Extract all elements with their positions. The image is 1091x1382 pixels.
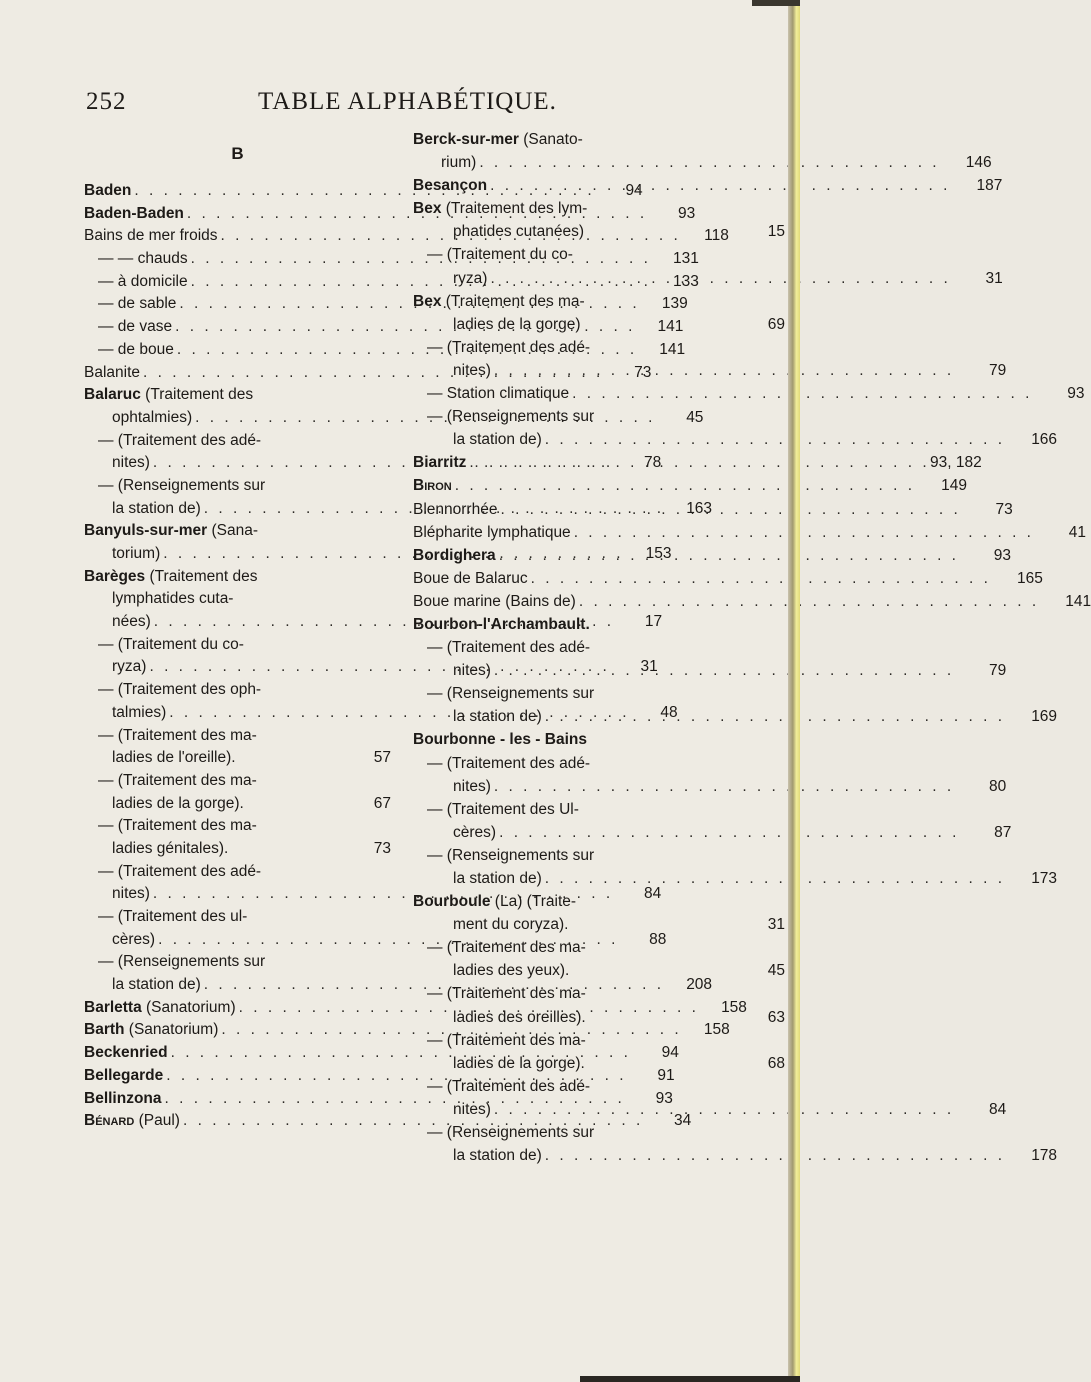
entry-text: Baden [84, 182, 132, 199]
entry-text: Bains de mer froids [84, 227, 218, 245]
leader-dots [542, 428, 1005, 451]
entry-text: la station de) [112, 976, 201, 994]
index-entry [413, 1006, 785, 1029]
index-entry [413, 359, 1007, 382]
entry-text: cères) [112, 930, 156, 948]
entry-text: Berck-sur-mer (Sanato- [413, 131, 583, 148]
index-entry [413, 243, 785, 266]
entry-text: Barth (Sanatorium) [84, 1021, 219, 1039]
entry-text: — (Traitement des ul- [98, 908, 248, 925]
entry-page-number: 166 [1031, 431, 1058, 449]
entry-page-number: 45 [767, 962, 785, 980]
index-entry [84, 588, 391, 611]
entry-text: ment du coryza). [453, 916, 569, 934]
entry-text: nites) [453, 361, 491, 379]
index-entry [413, 1052, 785, 1075]
entry-page-number: 93 [677, 204, 696, 222]
index-entry [413, 405, 785, 428]
entry-page-number: 163 [686, 499, 713, 517]
entry-text: — de sable [98, 295, 177, 313]
entry-page-number: 31 [985, 269, 1003, 287]
entry-page-number: 146 [965, 154, 992, 172]
index-entry [413, 890, 785, 913]
index-entry [413, 313, 785, 336]
entry-text: ladies de la gorge) [453, 315, 581, 333]
entry-text: Boue marine (Bains de) [413, 592, 576, 610]
entry-text: — de vase [98, 318, 173, 336]
entry-text: Bordighera [413, 546, 496, 564]
entry-text: — (Traitement des adé- [98, 431, 262, 449]
entry-page-number: 158 [703, 1021, 730, 1039]
entry-text: la station de) [453, 1147, 542, 1165]
entry-text: — (Traitement des oph- [98, 681, 262, 699]
index-entry [84, 861, 391, 884]
entry-page-number: 153 [645, 545, 672, 562]
entry-page-number: 178 [1031, 1147, 1058, 1165]
entry-text: ladies de l'oreille). [112, 749, 236, 767]
entry-text: nites) [453, 662, 491, 680]
entry-text: Banyuls-sur-mer (Sana- [84, 522, 259, 540]
entry-text: nites) [453, 1100, 491, 1118]
entry-text: talmies) [112, 703, 167, 721]
entry-page-number: 169 [1031, 708, 1058, 726]
entry-page-number: 141 [1065, 592, 1091, 610]
entry-text: Bourboule (La) (Traite- [413, 893, 577, 911]
leader-dots [542, 867, 1005, 890]
index-entry [413, 659, 1007, 682]
entry-page-number: 68 [767, 1054, 785, 1072]
entry-page-number: 84 [643, 885, 662, 903]
leader-dots [497, 498, 960, 521]
index-entry [413, 1098, 1007, 1121]
entry-text: ladies de la gorge). [453, 1054, 585, 1072]
entry-text: — (Traitement des adé- [98, 862, 262, 880]
index-entry [413, 290, 785, 313]
leader-dots [487, 267, 950, 290]
entry-text: Blennorrhée [413, 500, 498, 518]
entry-text: — (Traitement des ma- [98, 771, 257, 789]
entry-text: nées) [112, 613, 151, 631]
entry-page-number: 34 [674, 1112, 692, 1130]
index-entry [413, 867, 1058, 890]
index-entry [413, 936, 785, 959]
entry-text: Besançon [413, 177, 488, 195]
entry-text: la station de) [453, 431, 542, 449]
page-number: 252 [86, 88, 127, 115]
entry-page-number: 131 [673, 250, 699, 268]
page-header [86, 88, 726, 118]
leader-dots [571, 521, 1034, 544]
leader-dots [491, 1098, 954, 1121]
entry-page-number: 93 [655, 1089, 673, 1107]
entry-page-number: 31 [767, 916, 785, 934]
index-entry [84, 725, 391, 748]
entry-page-number: 73 [634, 363, 652, 381]
entry-text: Bex (Traitement des lym- [413, 200, 588, 218]
entry-text: ladies des yeux). [453, 962, 570, 980]
entry-page-number: 67 [373, 794, 391, 812]
entry-text: Beckenried [84, 1044, 168, 1062]
entry-page-number: 80 [988, 777, 1007, 795]
leader-dots [466, 451, 929, 474]
entry-text: Bénard (Paul) [84, 1112, 180, 1130]
index-entry [84, 634, 391, 657]
index-entry [413, 821, 1012, 844]
entry-text: ryza) [453, 269, 488, 287]
entry-text: ophtalmies) [112, 408, 193, 426]
index-entry [413, 567, 1043, 590]
entry-page-number: 141 [657, 318, 684, 336]
index-entry [413, 1075, 785, 1098]
index-entry [413, 613, 785, 636]
entry-page-number: 93 [993, 546, 1011, 564]
leader-dots [452, 474, 915, 497]
index-entry [413, 336, 785, 359]
entry-text: — (Traitement des adé- [427, 338, 591, 356]
entry-text: — (Traitement des adé- [427, 639, 591, 657]
index-entry [413, 982, 785, 1005]
entry-page-number: 93 [1067, 385, 1085, 403]
index-entry [413, 128, 785, 151]
entry-text: nites) [453, 777, 491, 795]
index-entry [413, 220, 785, 243]
entry-page-number: 31 [640, 658, 658, 676]
book-binding-edge [788, 0, 800, 1382]
index-entry [413, 636, 785, 659]
entry-page-number: 69 [767, 315, 785, 333]
entry-text: Bex (Traitement des ma- [413, 292, 585, 310]
section-letter: B [231, 144, 244, 163]
entry-page-number: 17 [644, 613, 663, 631]
entry-page-number: 15 [767, 223, 785, 241]
index-entry [84, 475, 391, 498]
index-entry [413, 544, 1011, 567]
entry-text: — (Renseignements sur [427, 685, 595, 703]
entry-text: Barèges (Traitement des [84, 567, 258, 585]
entry-text: — (Renseignements sur [98, 953, 266, 971]
index-entry [413, 1144, 1058, 1167]
entry-text: Bellinzona [84, 1089, 162, 1107]
index-entry [413, 197, 785, 220]
leader-dots [491, 359, 954, 382]
entry-text: ladies de la gorge). [112, 794, 244, 812]
entry-text: la station de) [453, 708, 542, 726]
entry-text: la station de) [112, 499, 201, 517]
index-entry [413, 705, 1058, 728]
index-entry [413, 798, 785, 821]
leader-dots [542, 1144, 1005, 1167]
index-entries-right [413, 128, 1091, 1167]
index-entry [84, 815, 391, 838]
index-entry [84, 838, 391, 861]
leader-dots [528, 567, 991, 590]
entry-page-number: 208 [686, 976, 713, 994]
entry-text: Blépharite lymphatique [413, 523, 571, 541]
entry-page-number: 91 [657, 1066, 675, 1084]
entry-text: — (Traitement des ma- [98, 726, 257, 744]
leader-dots [487, 174, 950, 197]
index-entry [84, 793, 391, 816]
index-column-right [413, 128, 1091, 1167]
index-entry [84, 520, 391, 543]
index-entry [413, 428, 1058, 451]
entry-text: lymphatides cuta- [112, 590, 234, 608]
entry-text: — (Traitement des ma- [427, 985, 586, 1003]
index-entry [413, 728, 785, 751]
entry-text: — de boue [98, 340, 174, 358]
entry-text: ryza) [112, 658, 147, 676]
entry-text: — — chauds [98, 250, 188, 268]
entry-page-number: 73 [373, 839, 391, 857]
index-entry [84, 770, 391, 793]
index-entry [413, 521, 1086, 544]
leader-dots [491, 775, 954, 798]
entry-text: ladies génitales). [112, 839, 229, 857]
entry-text: torium) [112, 545, 161, 562]
index-entry [84, 430, 391, 453]
entry-page-number: 187 [976, 177, 1003, 195]
leader-dots [491, 659, 954, 682]
entry-text: la station de) [453, 870, 542, 887]
entry-page-number: 141 [659, 340, 686, 358]
index-entry [413, 1121, 785, 1144]
index-entry [413, 590, 1091, 613]
entry-text: — (Traitement du co- [98, 635, 244, 653]
entry-text: nites) [112, 885, 150, 903]
entry-text: Boue de Balaruc [413, 569, 528, 587]
entry-text: — à domicile [98, 272, 188, 290]
entry-page-number: 63 [767, 1008, 785, 1026]
entry-text: cères) [453, 823, 497, 841]
entry-text: — (Traitement des ma- [98, 817, 257, 835]
entry-text: Bellegarde [84, 1066, 164, 1084]
entry-page-number: 118 [704, 227, 729, 245]
entry-page-number: 158 [721, 998, 747, 1016]
running-title: TABLE ALPHABÉTIQUE. [258, 88, 557, 115]
entry-text: — (Traitement des Ul- [427, 800, 579, 818]
entry-text: — (Renseignements sur [98, 476, 266, 494]
index-entry [413, 959, 785, 982]
entry-text: nites) [112, 454, 150, 472]
entry-text: Balanite [84, 363, 141, 381]
index-entry [84, 679, 391, 702]
entry-text: Baden-Baden [84, 204, 184, 222]
leader-dots [476, 151, 939, 174]
binding-bottom-edge [580, 1376, 800, 1382]
index-entry [413, 267, 1003, 290]
index-entry [413, 382, 1085, 405]
entry-text: — (Traitement des adé- [427, 1077, 591, 1095]
entry-page-number: 48 [660, 703, 678, 721]
index-entry [413, 913, 785, 936]
index-entry [413, 151, 992, 174]
index-entry [413, 844, 785, 867]
entry-page-number: 94 [661, 1044, 679, 1062]
index-entry [413, 474, 968, 497]
entry-text: ladies des oreilles). [453, 1008, 586, 1026]
leader-dots [496, 821, 959, 844]
entry-text: — (Renseignements sur [427, 408, 595, 426]
index-entry [413, 682, 785, 705]
entry-page-number: 149 [941, 477, 968, 495]
entry-text: — (Renseignements sur [427, 1124, 595, 1142]
entry-page-number: 87 [994, 823, 1012, 841]
index-entry [413, 775, 1007, 798]
entry-page-number: 173 [1031, 870, 1058, 887]
entry-page-number: 73 [995, 500, 1013, 518]
entry-page-number: 84 [988, 1100, 1007, 1118]
entry-page-number: 165 [1017, 569, 1043, 587]
entry-page-number: 94 [625, 182, 643, 199]
entry-text: phatides cutanées) [453, 223, 584, 241]
index-entry [84, 566, 391, 589]
entry-text: Bourbonne - les - Bains [413, 731, 587, 749]
entry-page-number: 139 [661, 295, 688, 313]
leader-dots [569, 382, 1032, 405]
entry-page-number: 57 [373, 749, 391, 767]
index-entry [84, 906, 391, 929]
entry-page-number: 88 [649, 930, 667, 948]
entry-page-number: 133 [673, 272, 699, 290]
entry-text: — (Renseignements sur [427, 846, 595, 864]
entry-text: — (Traitement du co- [427, 246, 573, 264]
index-entry [84, 747, 391, 770]
entry-text: — (Traitement des ma- [427, 939, 586, 957]
index-entry [413, 498, 1013, 521]
entry-page-number: 78 [643, 454, 662, 472]
entry-page-number: 45 [686, 408, 704, 426]
entry-text: — Station climatique [427, 385, 570, 403]
entry-page-number: 41 [1068, 523, 1086, 541]
entry-text: Balaruc (Traitement des [84, 386, 254, 404]
index-entry [413, 451, 982, 474]
entry-text: rium) [441, 154, 477, 172]
entry-text: Biron [413, 477, 452, 495]
entry-page-number: 79 [988, 662, 1007, 680]
entry-text: Bourbon-l'Archambault. [413, 615, 590, 633]
index-entry [413, 174, 1003, 197]
index-entry [84, 384, 391, 407]
index-entry [84, 951, 391, 974]
entry-page-number: 79 [988, 361, 1007, 379]
index-entry [413, 1029, 785, 1052]
binding-top-edge [752, 0, 800, 6]
entry-text: — (Traitement des adé- [427, 754, 591, 772]
entry-text: Biarritz [413, 454, 467, 472]
leader-dots [496, 544, 959, 567]
leader-dots [542, 705, 1005, 728]
index-entry [413, 752, 785, 775]
entry-page-number: 93, 182 [930, 454, 982, 472]
entry-text: Barletta (Sanatorium) [84, 998, 236, 1016]
entry-text: — (Traitement des ma- [427, 1031, 586, 1049]
leader-dots [576, 590, 1039, 613]
